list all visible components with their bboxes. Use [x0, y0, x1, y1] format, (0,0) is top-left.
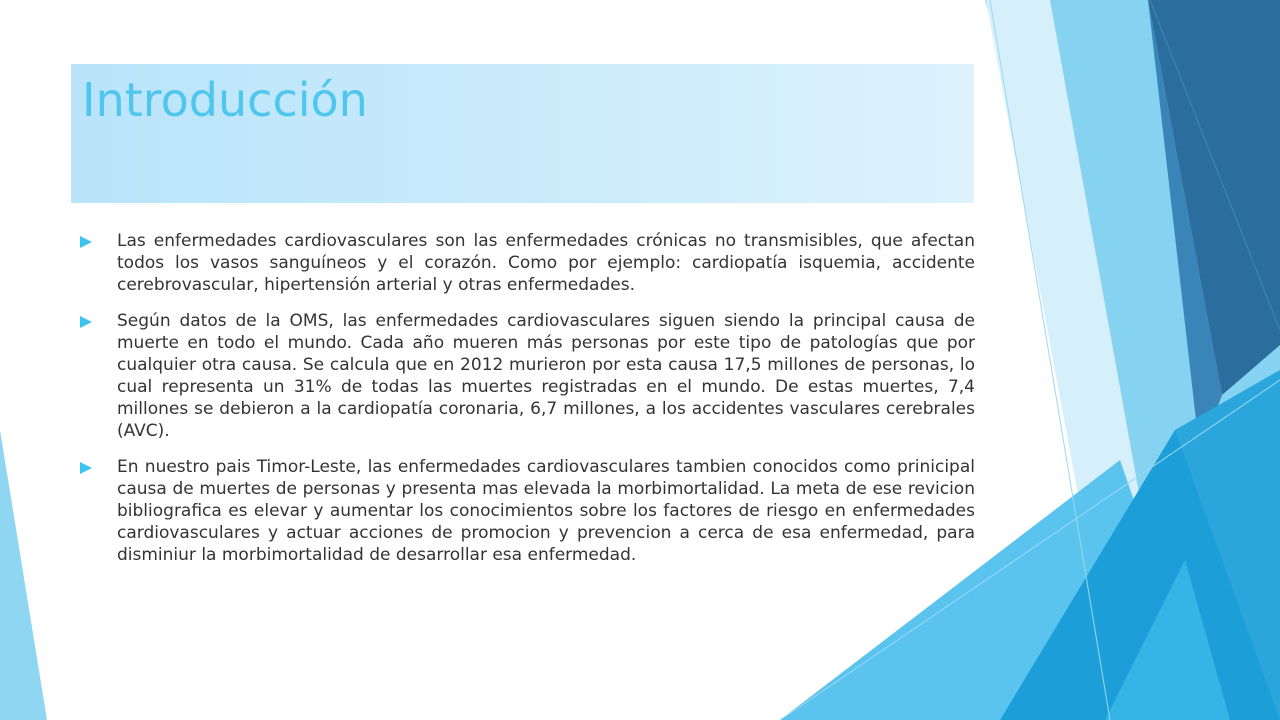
left-edge-shape — [0, 430, 47, 720]
bullet-text: Según datos de la OMS, las enfermedades cardiovasculares siguen siendo la principal causa de muerte en todo el mundo. Cada año mueren más personas por este tipo de patologías que por cualquier otra causa. Se calcula que en 2012 murieron por esta causa 17,5 millones de personas, lo cual representa un 31% de todas las muertes registradas en el mundo. De estas muertes, 7,4 millones se debieron a la cardiopatía coronaria, 6,7 millones, a los accidentes vasculares cerebrales (AVC). — [117, 311, 975, 441]
triangle-bullet-icon — [80, 316, 92, 328]
triangle-bullet-icon — [80, 462, 92, 474]
bullet-item — [80, 310, 975, 442]
slide-title: Introducción — [82, 73, 368, 127]
bullet-item — [80, 230, 975, 296]
triangle-bullet-icon — [80, 236, 92, 248]
bullet-text: En nuestro pais Timor-Leste, las enfermedades cardiovasculares tambien conocidos como prinicipal causa de muertes de personas y presenta mas elevada la morbimortalidad. La meta de ese revicion bibliografica es elevar y aumentar los conocimientos sobre los factores de riesgo en enfermedades cardiovasculares y actuar acciones de promocion y prevencion a cerca de esa enfermedad, para disminiur la morbimortalidad de desarrollar esa enfermedad. — [117, 457, 975, 565]
bullet-text: Las enfermedades cardiovasculares son las enfermedades crónicas no transmisibles, que afectan todos los vasos sanguíneos y el corazón. Como por ejemplo: cardiopatía isquemia, accidente cerebrovascular, hipertensión arterial y otras enfermedades. — [117, 231, 975, 295]
bullet-list — [80, 230, 975, 580]
bullet-item — [80, 456, 975, 566]
